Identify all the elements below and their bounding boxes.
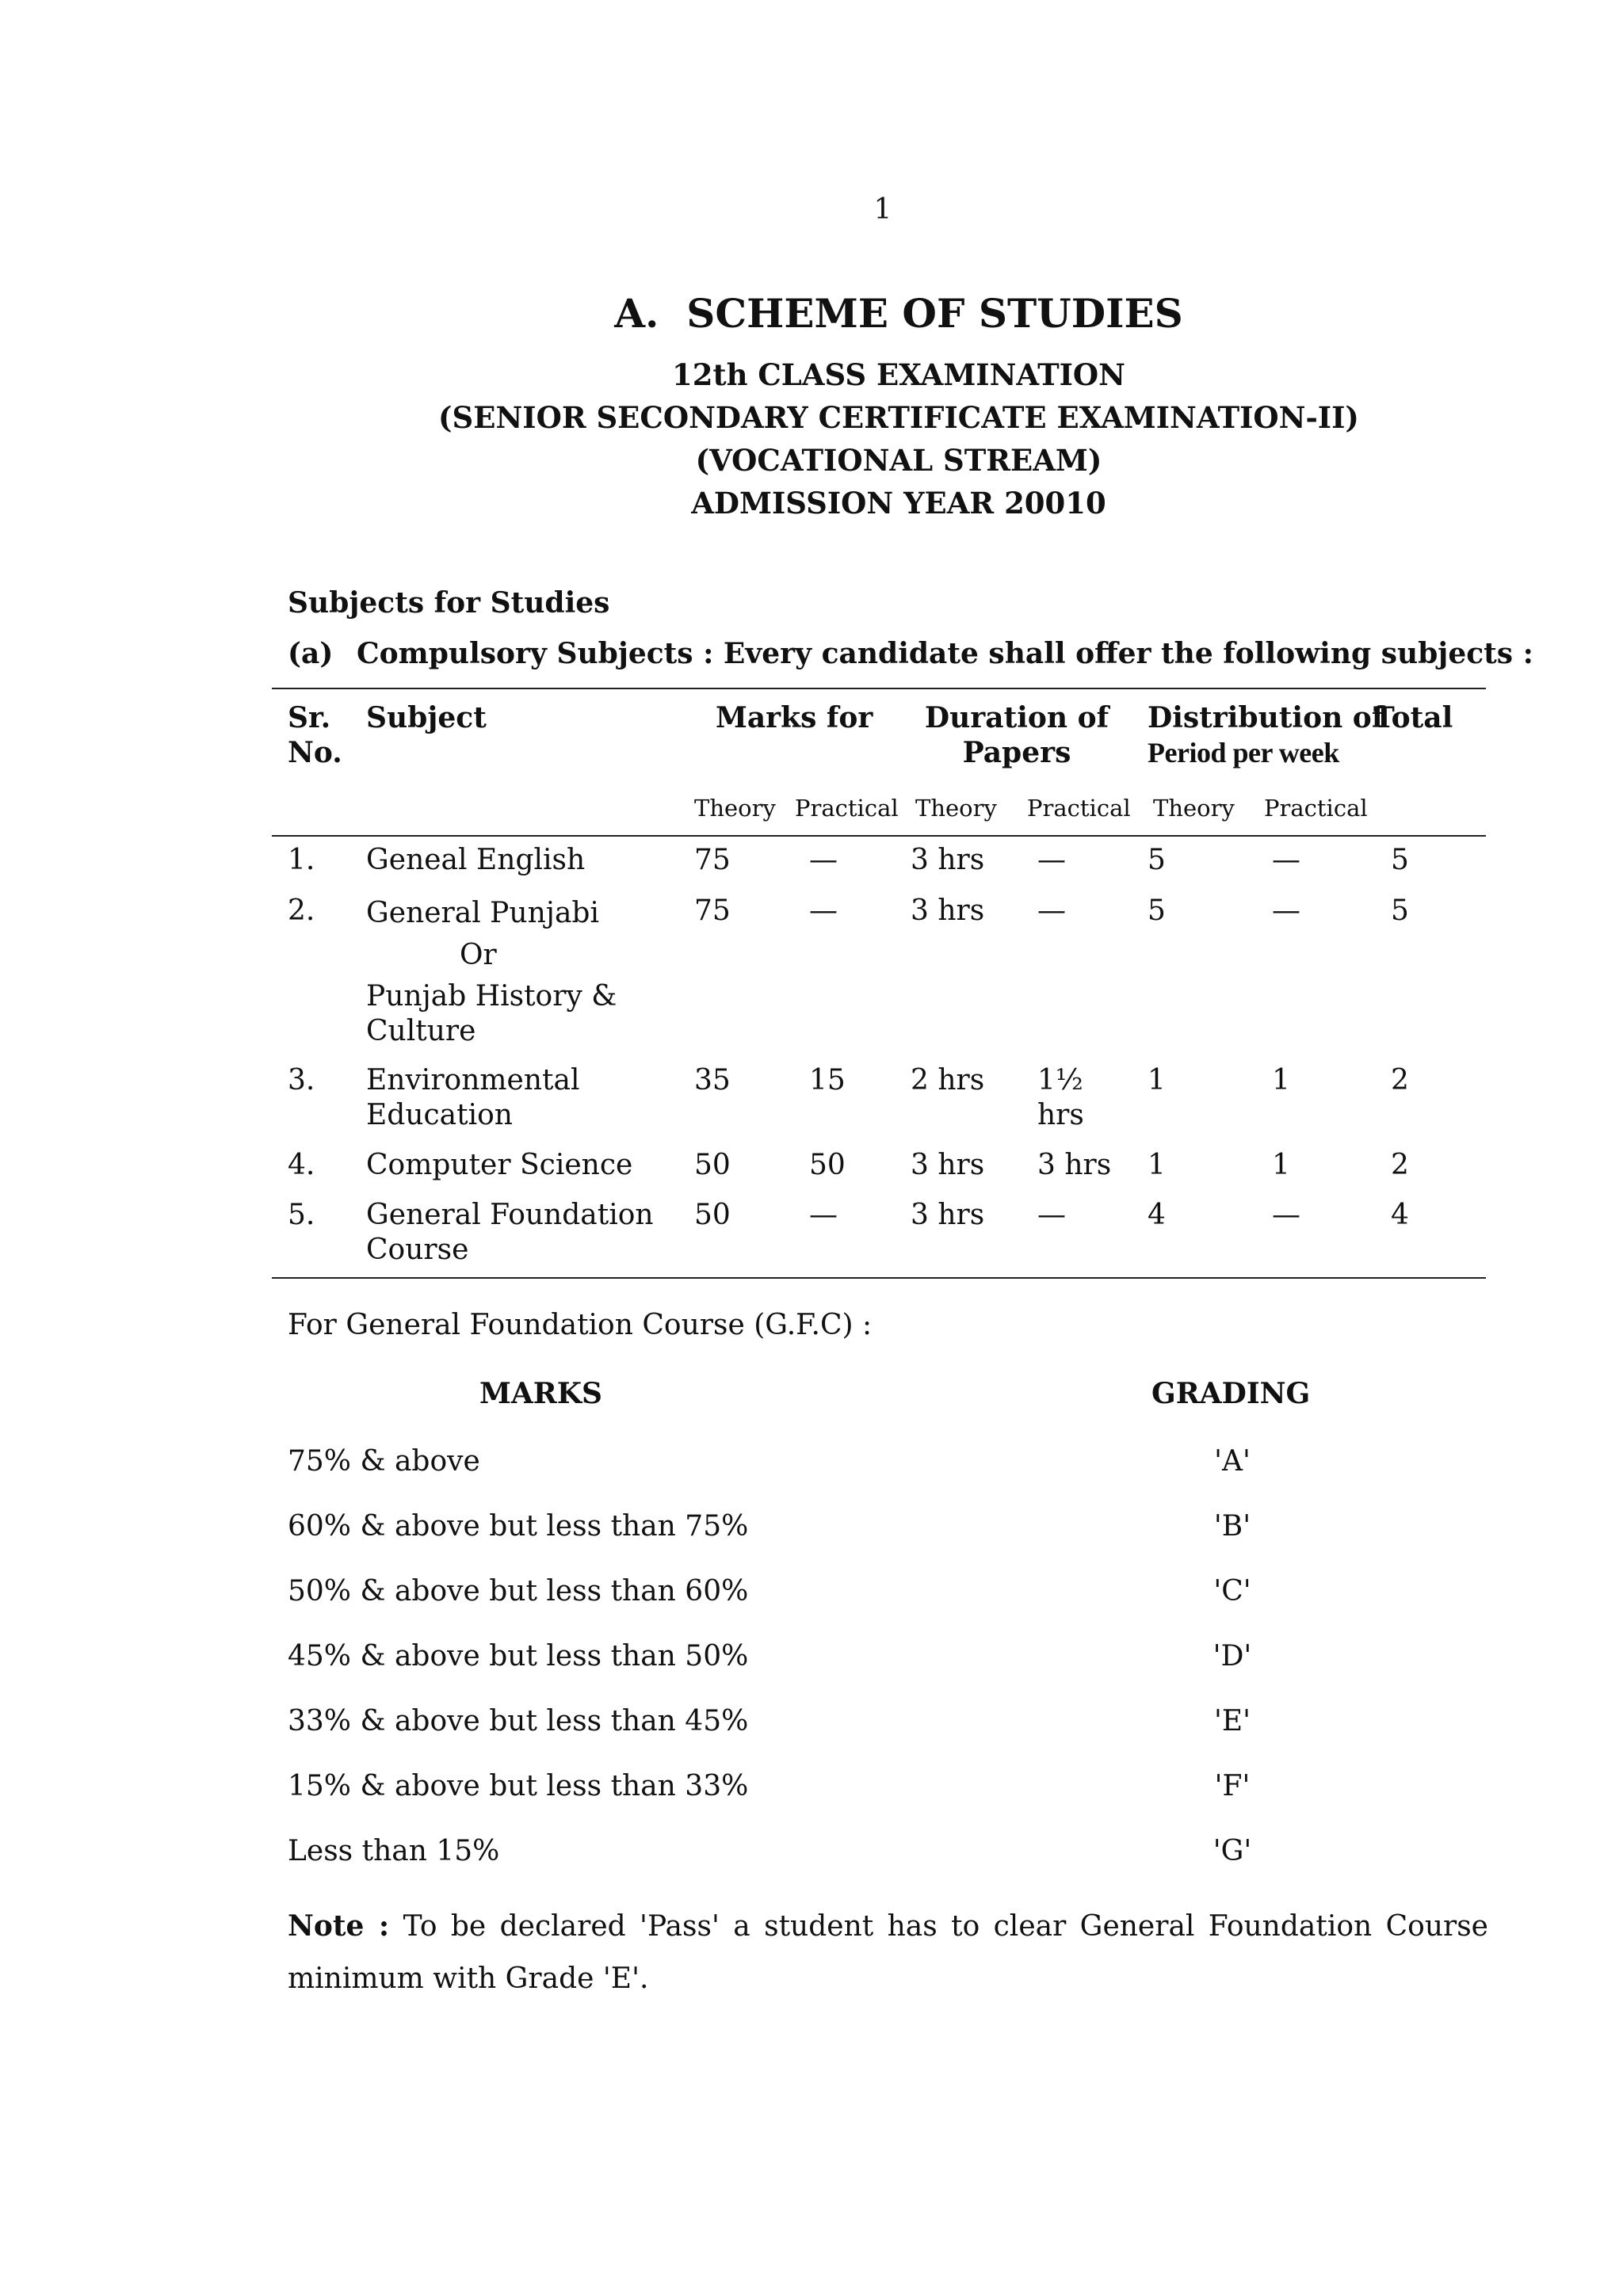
- subheader-duration-practical: Practical: [1027, 795, 1131, 822]
- table-row-5-dur-theory: 3 hrs: [911, 1199, 985, 1231]
- table-row-5-sr: 5.: [288, 1199, 315, 1231]
- subtitle-stream: (VOCATIONAL STREAM): [695, 443, 1102, 478]
- table-bottom-rule: [272, 1277, 1486, 1279]
- table-row-1-dist-theory: 5: [1148, 844, 1166, 876]
- grade-row-grade: 'E': [1213, 1705, 1251, 1737]
- table-row-3-dur-theory: 2 hrs: [911, 1064, 985, 1097]
- table-row-4-subject: Computer Science: [366, 1149, 633, 1181]
- note-text: To be declared 'Pass' a student has to clear General Foundation Course minimum with Grade 'E'.: [288, 1910, 1488, 1995]
- grade-row-marks: 75% & above: [288, 1445, 480, 1478]
- table-row-5-dur-practical: —: [1037, 1199, 1066, 1231]
- table-row-3-subject: Environmental Education: [366, 1064, 580, 1131]
- compulsory-subjects-line: [288, 637, 1533, 670]
- grading-heading: GRADING: [1151, 1377, 1311, 1410]
- grade-row-grade: 'B': [1213, 1510, 1251, 1543]
- table-row-3-sr: 3.: [288, 1064, 315, 1097]
- table-row-2-dist-practical: —: [1272, 894, 1300, 927]
- document-title: A. SCHEME OF STUDIES: [614, 290, 1183, 337]
- subheader-duration-theory: Theory: [915, 795, 997, 822]
- table-row-1-total: 5: [1391, 844, 1409, 876]
- table-row-4-dist-practical: 1: [1272, 1149, 1290, 1181]
- header-sr-no: Sr. No.: [288, 701, 342, 769]
- header-subject: Subject: [366, 701, 487, 734]
- header-marks-for: Marks for: [716, 701, 873, 734]
- table-row-4-marks-theory: 50: [694, 1149, 731, 1181]
- grade-row-marks: 33% & above but less than 45%: [288, 1705, 749, 1737]
- table-row-3-total: 2: [1391, 1064, 1409, 1097]
- table-row-3-dist-practical: 1: [1272, 1064, 1290, 1097]
- compulsory-label: (a): [288, 637, 334, 670]
- table-row-5-dist-practical: —: [1272, 1199, 1300, 1231]
- table-row-2-total: 5: [1391, 894, 1409, 927]
- page-number: 1: [873, 193, 892, 226]
- table-row-2-marks-theory: 75: [694, 894, 731, 927]
- table-row-4-marks-practical: 50: [809, 1149, 846, 1181]
- header-total: Total: [1373, 701, 1453, 734]
- gfc-intro: For General Foundation Course (G.F.C) :: [288, 1309, 873, 1341]
- header-distribution: Distribution of Period per week: [1148, 701, 1384, 769]
- grade-row-marks: 50% & above but less than 60%: [288, 1575, 749, 1608]
- grade-row-grade: 'A': [1214, 1445, 1251, 1478]
- table-header-rule: [272, 835, 1486, 837]
- grade-row-marks: 45% & above but less than 50%: [288, 1640, 749, 1672]
- table-row-4-total: 2: [1391, 1149, 1409, 1181]
- table-top-rule: [272, 688, 1486, 689]
- subjects-table: [272, 688, 1486, 1279]
- note-paragraph: [288, 1900, 1488, 2005]
- subheader-marks-theory: Theory: [694, 795, 776, 822]
- subheader-dist-theory: Theory: [1153, 795, 1235, 822]
- table-row-4-sr: 4.: [288, 1149, 315, 1181]
- marks-heading: MARKS: [479, 1377, 602, 1410]
- table-row-2-dur-theory: 3 hrs: [911, 894, 985, 927]
- table-row-1-marks-theory: 75: [694, 844, 731, 876]
- table-row-3-dur-practical: 1½ hrs: [1037, 1064, 1084, 1131]
- table-row-1-dist-practical: —: [1272, 844, 1300, 876]
- table-row-5-subject: General Foundation Course: [366, 1199, 654, 1266]
- subtitle-exam: (SENIOR SECONDARY CERTIFICATE EXAMINATION-II): [438, 400, 1359, 435]
- table-row-4-dur-practical: 3 hrs: [1037, 1149, 1112, 1181]
- table-row-5-total: 4: [1391, 1199, 1409, 1231]
- table-row-1-dur-theory: 3 hrs: [911, 844, 985, 876]
- table-row-1-dur-practical: —: [1037, 844, 1066, 876]
- grade-row-grade: 'F': [1214, 1770, 1251, 1802]
- table-row-5-marks-theory: 50: [694, 1199, 731, 1231]
- table-row-2-subject: General Punjabi Or Punjab History & Culture: [366, 897, 617, 1047]
- table-row-3-marks-practical: 15: [809, 1064, 846, 1097]
- note-label: Note :: [288, 1909, 390, 1943]
- document-subtitles: [87, 353, 1623, 524]
- subheader-marks-practical: Practical: [795, 795, 899, 822]
- subheader-dist-practical: Practical: [1264, 795, 1368, 822]
- table-row-5-marks-practical: —: [809, 1199, 838, 1231]
- table-row-5-dist-theory: 4: [1148, 1199, 1166, 1231]
- compulsory-text: Compulsory Subjects : Every candidate shall offer the following subjects :: [357, 637, 1533, 670]
- table-row-2-dist-theory: 5: [1148, 894, 1166, 927]
- subtitle-admission-year: ADMISSION YEAR 20010: [691, 486, 1106, 521]
- table-row-2-dur-practical: —: [1037, 894, 1066, 927]
- table-row-4-dist-theory: 1: [1148, 1149, 1166, 1181]
- grade-row-grade: 'C': [1213, 1575, 1251, 1608]
- table-row-4-dur-theory: 3 hrs: [911, 1149, 985, 1181]
- table-row-1-subject: Geneal English: [366, 844, 586, 876]
- grade-row-grade: 'G': [1212, 1835, 1252, 1867]
- table-row-3-marks-theory: 35: [694, 1064, 731, 1097]
- table-row-3-dist-theory: 1: [1148, 1064, 1166, 1097]
- section-heading: Subjects for Studies: [288, 586, 610, 620]
- table-row-1-sr: 1.: [288, 844, 315, 876]
- table-row-1-marks-practical: —: [809, 844, 838, 876]
- grade-row-marks: 15% & above but less than 33%: [288, 1770, 749, 1802]
- grade-row-grade: 'D': [1212, 1640, 1252, 1672]
- header-duration: Duration of Papers: [924, 701, 1109, 769]
- table-row-2-sr: 2.: [288, 894, 315, 927]
- table-row-2-marks-practical: —: [809, 894, 838, 927]
- grade-row-marks: Less than 15%: [288, 1835, 500, 1867]
- grade-row-marks: 60% & above but less than 75%: [288, 1510, 749, 1543]
- subtitle-class: 12th CLASS EXAMINATION: [671, 357, 1125, 392]
